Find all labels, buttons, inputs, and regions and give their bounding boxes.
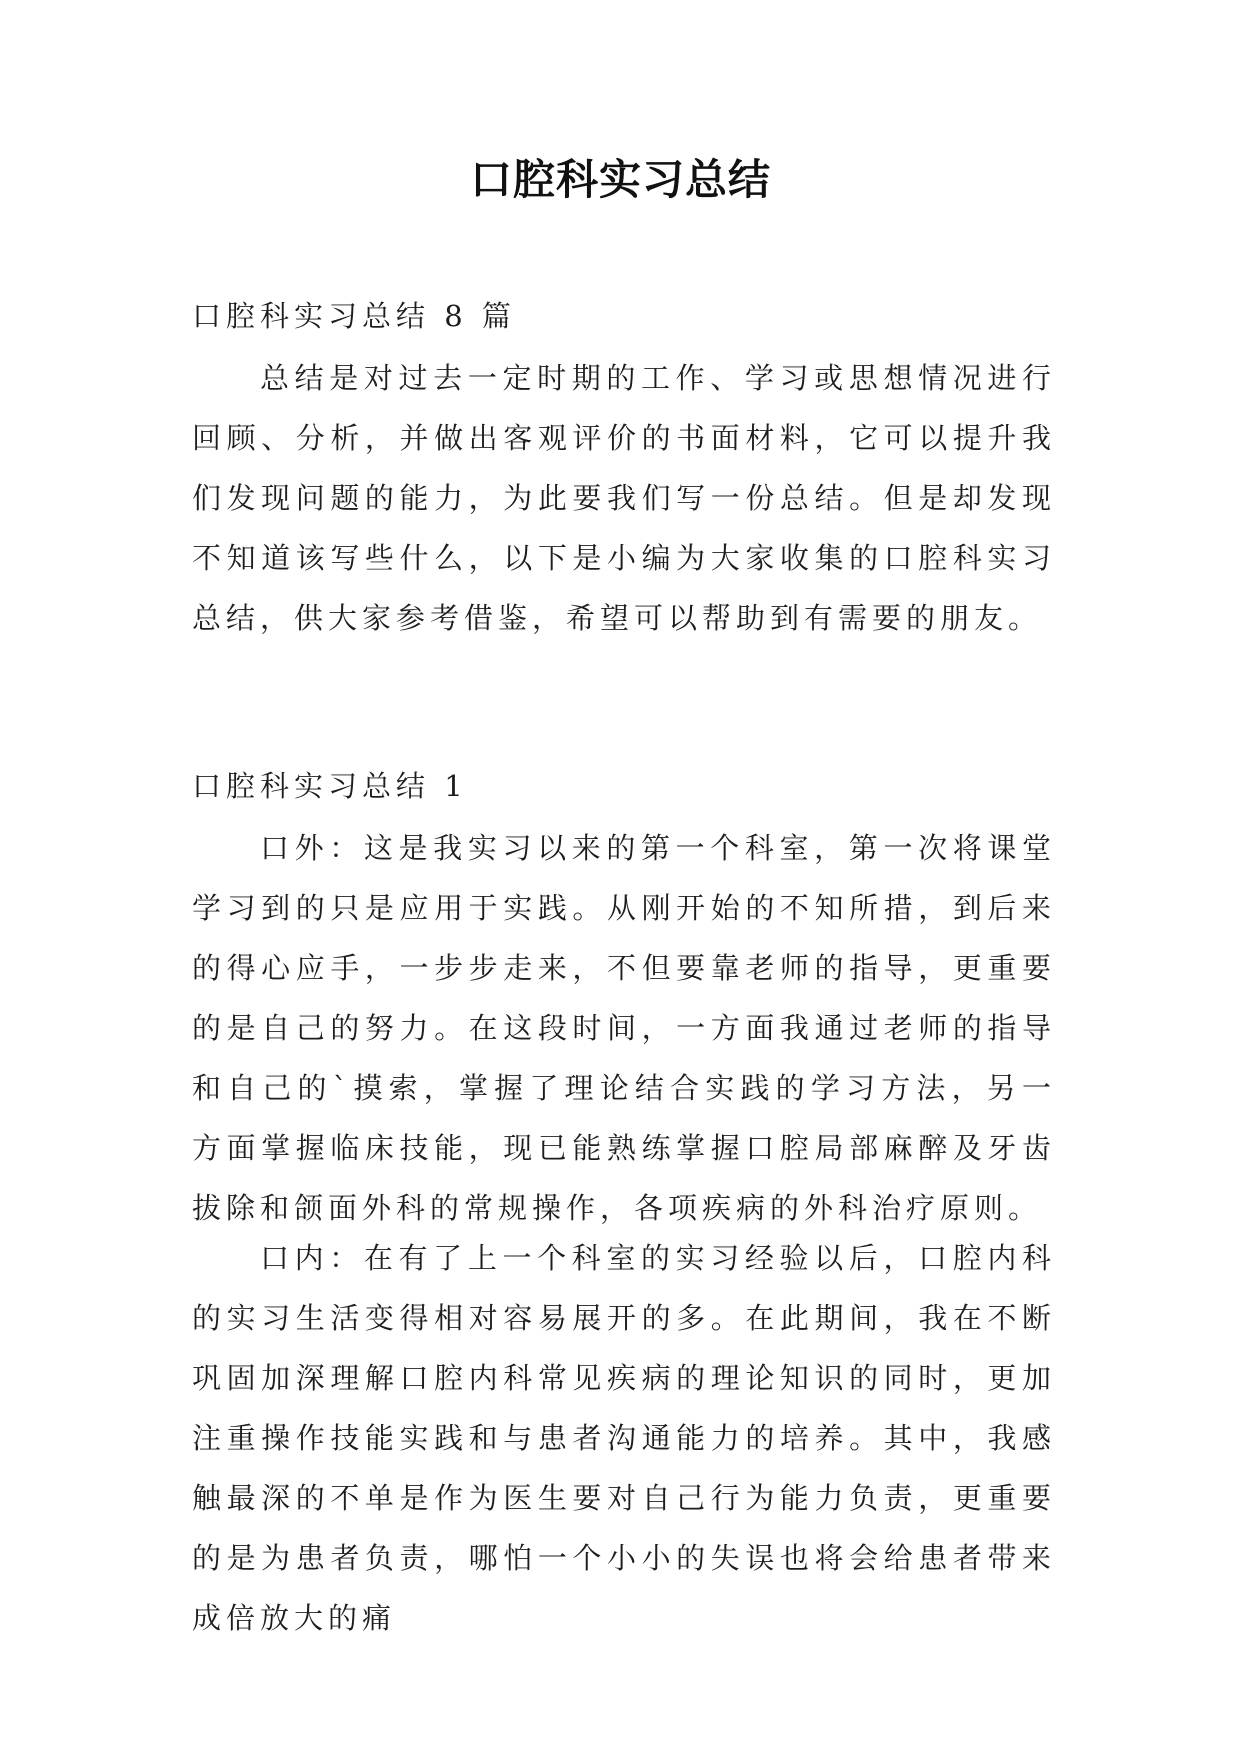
document-title: 口腔科实习总结	[469, 155, 771, 204]
section-1-heading: 口腔科实习总结 1	[192, 769, 468, 803]
intro-heading: 口腔科实习总结 8 篇	[192, 299, 516, 333]
section-1-paragraph-oral-surgery: 口外：这是我实习以来的第一个科室，第一次将课堂学习到的只是应用于实践。从刚开始的不知所措，到后来的得心应手，一步步走来，不但要靠老师的指导，更重要的是自己的努力。在这段时间，一方面我通过老师的指导和自己的`摸索，掌握了理论结合实践的学习方法，另一方面掌握临床技能，现已能熟练掌握口腔局部麻醉及牙齿拔除和颌面外科的常规操作，各项疾病的外科治疗原则。	[192, 831, 1056, 1225]
intro-paragraph: 总结是对过去一定时期的工作、学习或思想情况进行回顾、分析，并做出客观评价的书面材料，它可以提升我们发现问题的能力，为此要我们写一份总结。但是却发现不知道该写些什么，以下是小编为大家收集的口腔科实习总结，供大家参考借鉴，希望可以帮助到有需要的朋友。	[192, 361, 1056, 635]
section-1-paragraph-oral-medicine: 口内：在有了上一个科室的实习经验以后，口腔内科的实习生活变得相对容易展开的多。在此期间，我在不断巩固加深理解口腔内科常见疾病的理论知识的同时，更加注重操作技能实践和与患者沟通能力的培养。其中，我感触最深的不单是作为医生要对自己行为能力负责，更重要的是为患者负责，哪怕一个小小的失误也将会给患者带来成倍放大的痛	[192, 1241, 1056, 1635]
